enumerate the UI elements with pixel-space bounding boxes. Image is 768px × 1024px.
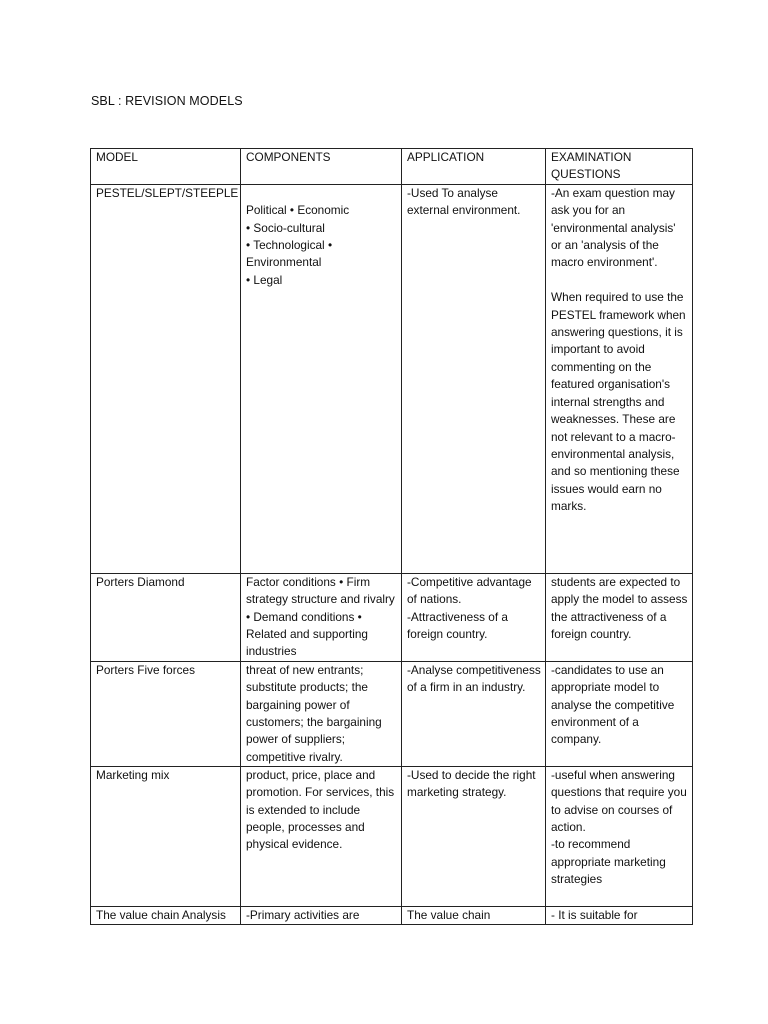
application-cell bbox=[402, 661, 546, 766]
model-cell bbox=[91, 766, 241, 906]
models-table bbox=[90, 148, 693, 925]
exam-text: students are expected to apply the model to assess the attractiveness of a foreign country. bbox=[551, 574, 688, 642]
components-cell bbox=[241, 661, 402, 766]
application-text: -Used to decide the right marketing strategy. bbox=[407, 767, 536, 800]
table-row bbox=[91, 573, 693, 661]
header-application: APPLICATION bbox=[402, 149, 546, 185]
table-row bbox=[91, 661, 693, 766]
exam-cell bbox=[546, 906, 693, 924]
model-text: Marketing mix bbox=[96, 767, 170, 782]
model-cell bbox=[91, 661, 241, 766]
exam-cell: -An exam question may ask you for an 'environmental analysis' or an 'analysis of the macro environment'. When required to use the PESTEL framework when answering questions, it is important to avoid commenting on the featured organisation's internal strengths and weaknesses. These are not relevant to a macro-environmental analysis, and so mentioning these issues would earn no marks. bbox=[546, 184, 693, 573]
header-model: MODEL bbox=[91, 149, 241, 185]
components-cell: Political • Economic • Socio-cultural • Technological • Environmental • Legal bbox=[241, 184, 402, 573]
model-cell bbox=[91, 906, 241, 924]
header-components: COMPONENTS bbox=[241, 149, 402, 185]
components-cell bbox=[241, 573, 402, 661]
components-text: product, price, place and promotion. For services, this is extended to include people, processes and physical evidence. bbox=[246, 767, 395, 852]
table-row bbox=[91, 184, 693, 573]
application-text: -Analyse competitiveness of a firm in an industry. bbox=[407, 662, 541, 695]
components-text: Factor conditions • Firm strategy structure and rivalry • Demand conditions • Related and supporting industries bbox=[246, 574, 395, 659]
application-text: The value chain bbox=[407, 907, 491, 922]
exam-text: -candidates to use an appropriate model to analyse the competitive environment of a company. bbox=[551, 662, 675, 747]
model-text: Porters Five forces bbox=[96, 662, 195, 677]
page-title: SBL : REVISION MODELS bbox=[91, 94, 243, 108]
header-examination-questions: EXAMINATION QUESTIONS bbox=[546, 149, 693, 185]
exam-cell bbox=[546, 573, 693, 661]
exam-text: - It is suitable for bbox=[551, 907, 638, 922]
application-text: -Competitive advantage of nations. -Attractiveness of a foreign country. bbox=[407, 574, 532, 642]
application-cell bbox=[402, 573, 546, 661]
table-row bbox=[91, 906, 693, 924]
model-text: Porters Diamond bbox=[96, 574, 185, 589]
model-text: The value chain Analysis bbox=[96, 907, 226, 922]
components-text: -Primary activities are bbox=[246, 907, 360, 922]
exam-cell bbox=[546, 766, 693, 906]
table-header-row bbox=[91, 149, 693, 185]
table-row bbox=[91, 766, 693, 906]
components-cell bbox=[241, 906, 402, 924]
application-cell bbox=[402, 906, 546, 924]
exam-cell bbox=[546, 661, 693, 766]
application-cell: -Used To analyse external environment. bbox=[402, 184, 546, 573]
model-cell: PESTEL/SLEPT/STEEPLE bbox=[91, 184, 241, 573]
components-cell bbox=[241, 766, 402, 906]
exam-text: -useful when answering questions that require you to advise on courses of action. -to recommend appropriate marketing strategies bbox=[551, 767, 687, 887]
model-cell bbox=[91, 573, 241, 661]
application-cell bbox=[402, 766, 546, 906]
components-text: threat of new entrants; substitute products; the bargaining power of customers; the bargaining power of suppliers; competitive rivalry. bbox=[246, 662, 382, 764]
